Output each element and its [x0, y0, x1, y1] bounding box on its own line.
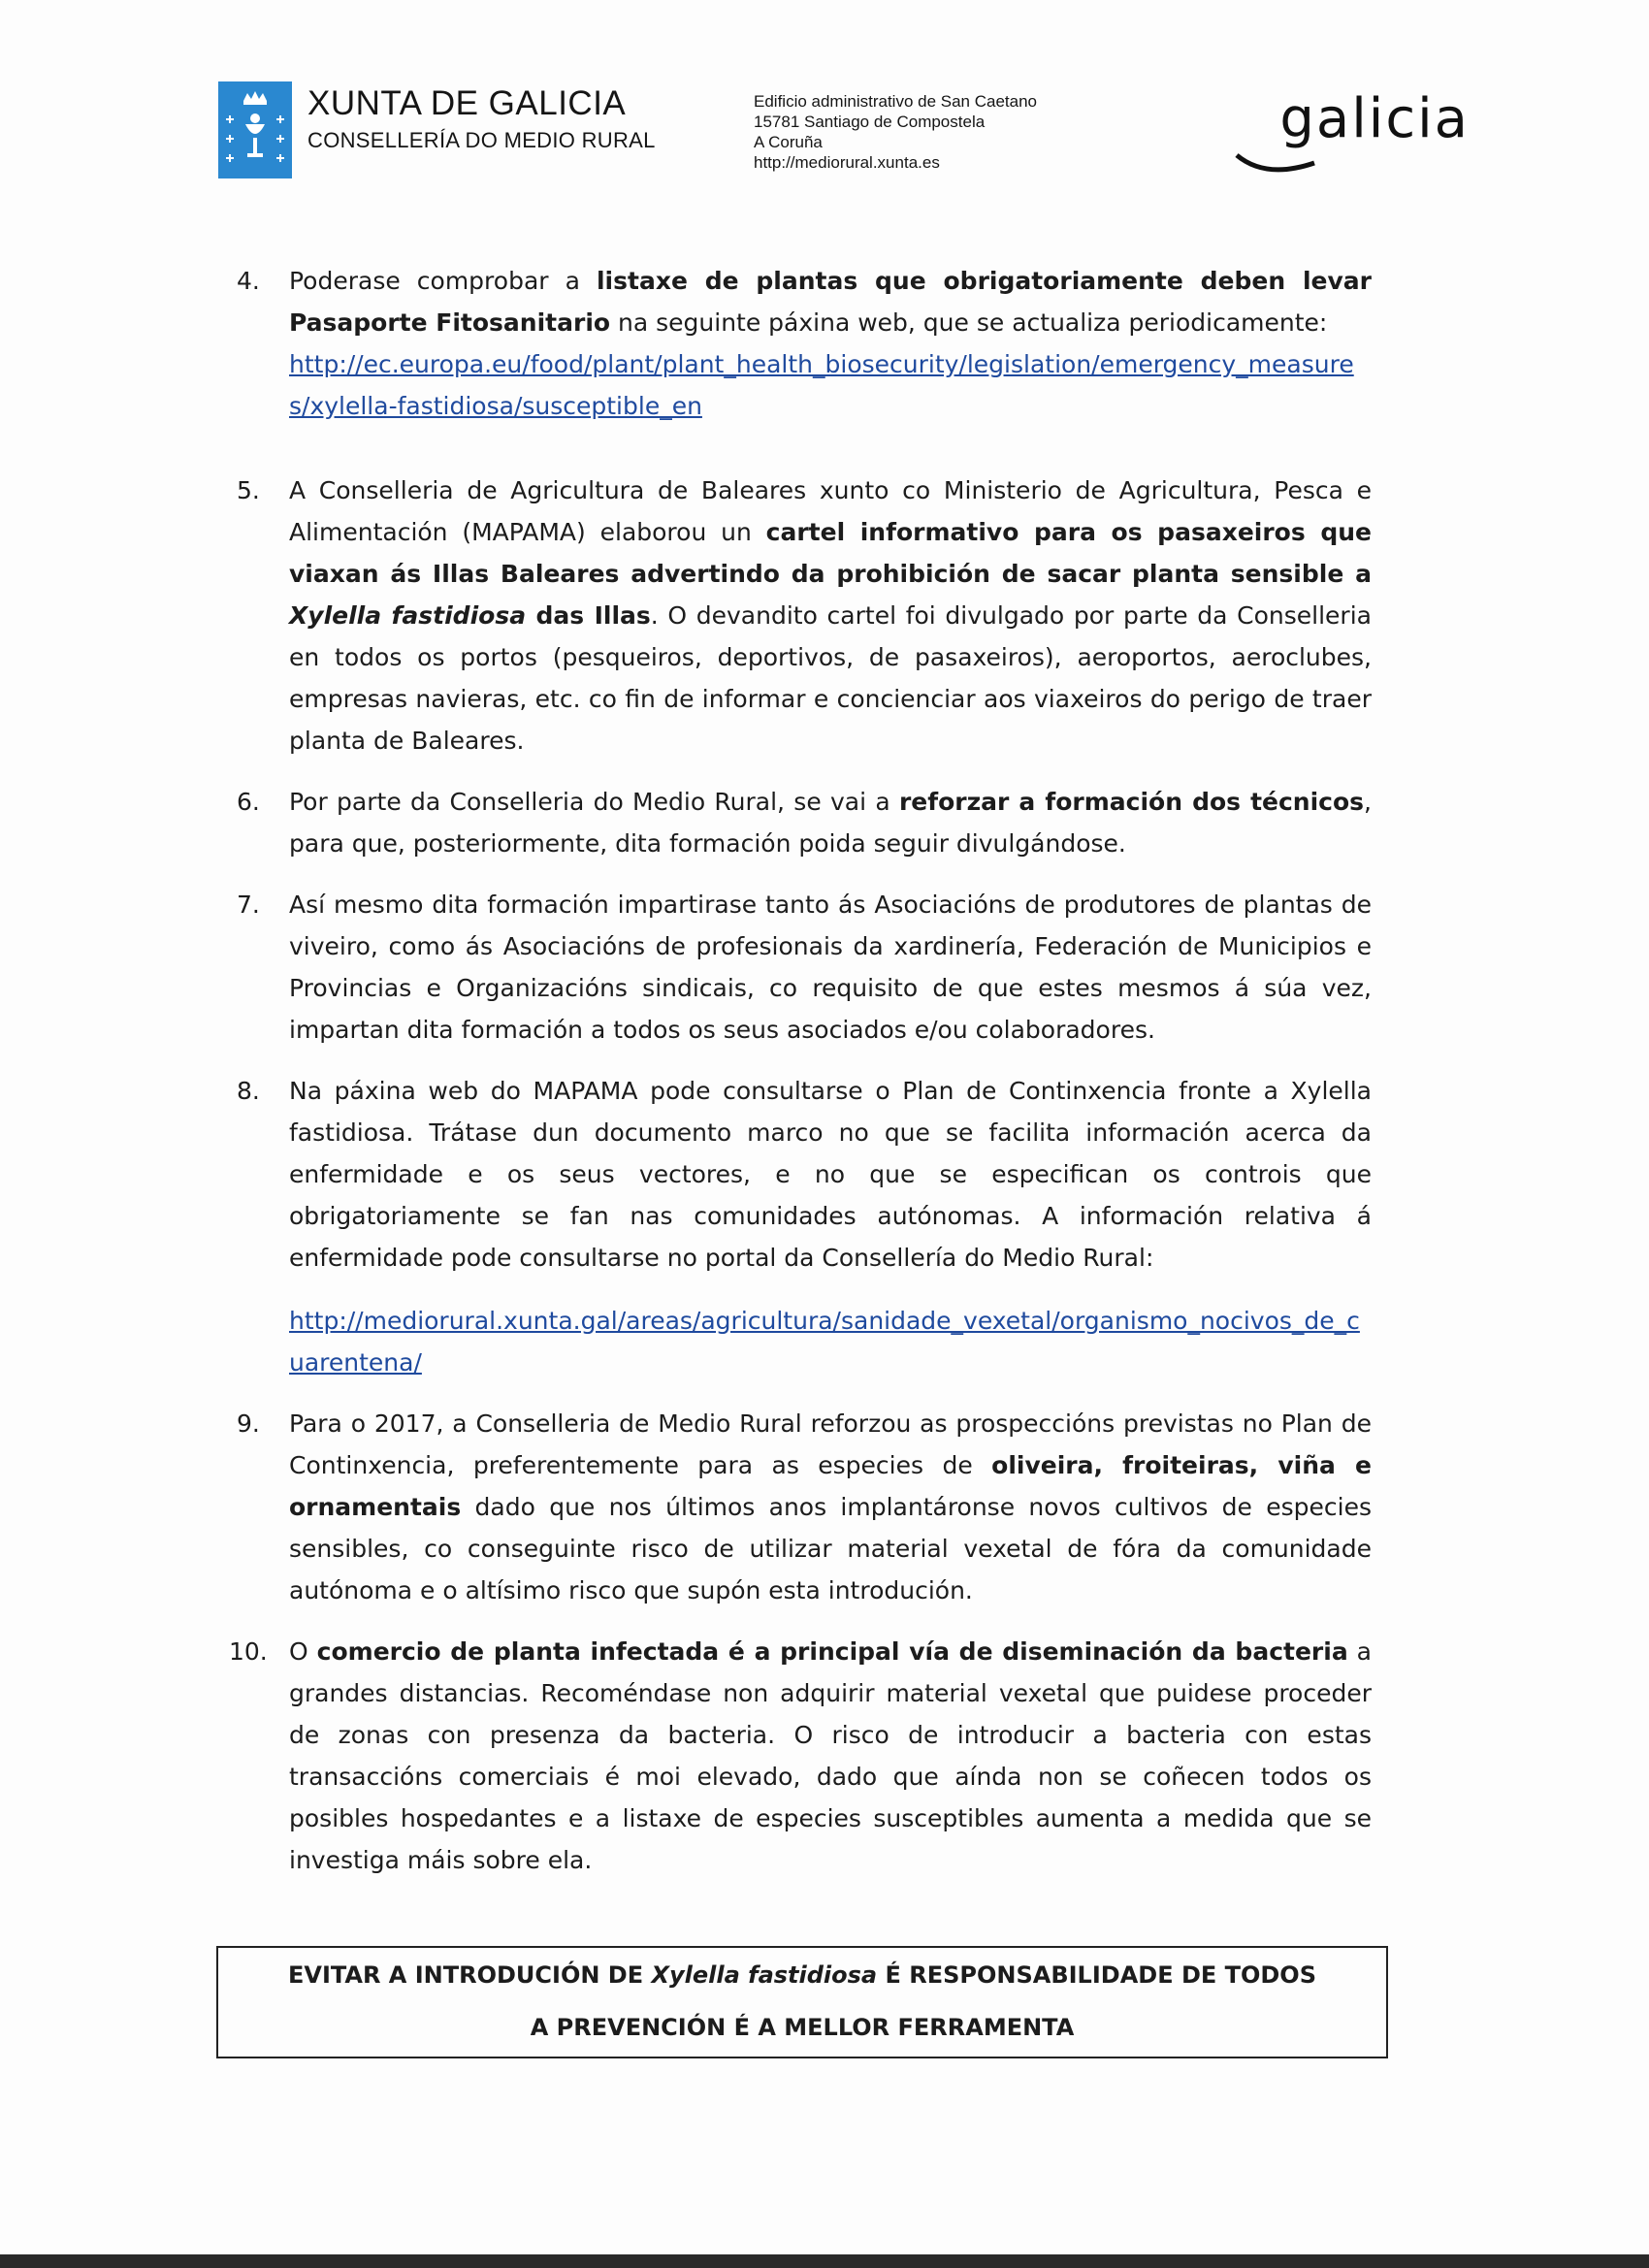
- numbered-list: [229, 260, 1373, 1900]
- scan-edge: [0, 2254, 1649, 2268]
- item-number: 10.: [229, 1637, 268, 1666]
- item-number: 5.: [237, 476, 260, 504]
- item-number: 8.: [237, 1077, 260, 1105]
- list-item: [237, 1070, 1372, 1383]
- org-name: XUNTA DE GALICIA: [307, 84, 627, 122]
- galicia-emblem-icon: [218, 81, 292, 178]
- list-item: [237, 1403, 1372, 1611]
- list-item: [237, 781, 1372, 864]
- item-text: Para o 2017, a Conselleria de Medio Rural reforzou as prospeccións previstas no Plan de Continxencia, preferentemente para as especies de oliveira, froiteiras, viña e ornamentais dado que nos últimos anos implantáronse novos cultivos de especies sensibles, co conseguinte risco de utilizar material vexetal de fóra da comunidade autónoma e o altísimo risco que supón esta introdución.: [289, 1409, 1373, 1604]
- item-number: 4.: [237, 267, 260, 295]
- item-number: 7.: [237, 891, 260, 919]
- warning-line-2: A PREVENCIÓN É A MELLOR FERRAMENTA: [530, 2014, 1075, 2041]
- item-number: 6.: [237, 788, 260, 816]
- item-text: Así mesmo dita formación impartirase tanto ás Asociacións de produtores de plantas de viveiro, como ás Asociacións de profesionais da xardinería, Federación de Municipios e Provincias e Organizacións sindicais, co requisito de que estes mesmos á súa vez, impartan dita formación a todos os seus asociados e/ou colaboradores.: [289, 891, 1372, 1044]
- item-number: 9.: [237, 1409, 260, 1438]
- letterhead: [218, 78, 1470, 194]
- quarantine-organisms-link[interactable]: http://mediorural.xunta.gal/areas/agricultura/sanidade_vexetal/organismo_nocivos_de_cuarentena/: [289, 1307, 1360, 1377]
- address-url: http://mediorural.xunta.es: [754, 153, 940, 172]
- warning-box: [216, 1946, 1388, 2058]
- list-item: [237, 470, 1372, 761]
- item-text: A Conselleria de Agricultura de Baleares xunto co Ministerio de Agricultura, Pesca e Alimentación (MAPAMA) elaborou un cartel informativo para os pasaxeiros que viaxan ás Illas Baleares advertindo da prohibición de sacar planta sensible a Xylella fastidiosa das Illas. O devandito cartel foi divulgado por parte da Conselleria en todos os portos (pesqueiros, deportivos, de pasaxeiros), aeroportos, aeroclubes, empresas navieras, etc. co fin de informar e concienciar aos viaxeiros do perigo de traer planta de Baleares.: [289, 476, 1372, 755]
- galicia-brand-logo: [1208, 87, 1470, 184]
- plant-list-link[interactable]: http://ec.europa.eu/food/plant/plant_health_biosecurity/legislation/emergency_measures/xylella-fastidiosa/susceptible_en: [289, 350, 1354, 420]
- address-line: A Coruña: [754, 133, 823, 151]
- brand-wordmark: galicia: [1279, 87, 1470, 150]
- item-text: Na páxina web do MAPAMA pode consultarse o Plan de Continxencia fronte a Xylella fastidiosa. Trátase dun documento marco no que se facilita información acerca da enfermidade e os seus vectores, e no que se especifican os controis que obrigatoriamente se fan nas comunidades autónomas. A información relativa á enfermidade pode consultarse no portal da Consellería do Medio Rural:: [289, 1077, 1372, 1272]
- list-item: [237, 260, 1372, 427]
- org-department: CONSELLERÍA DO MEDIO RURAL: [307, 128, 656, 152]
- list-item: [229, 1631, 1372, 1881]
- address-line: Edificio administrativo de San Caetano: [754, 92, 1037, 111]
- address-block: [754, 91, 1037, 173]
- address-line: 15781 Santiago de Compostela: [754, 113, 986, 131]
- brand-swoosh-icon: [1237, 155, 1314, 170]
- organization: [307, 85, 656, 153]
- item-text: Poderase comprobar a listaxe de plantas que obrigatoriamente deben levar Pasaporte Fitosanitario na seguinte páxina web, que se actualiza periodicamente:: [289, 267, 1372, 337]
- item-text: Por parte da Conselleria do Medio Rural, se vai a reforzar a formación dos técnicos, para que, posteriormente, dita formación poida seguir divulgándose.: [289, 788, 1372, 858]
- item-text: O comercio de planta infectada é a principal vía de diseminación da bacteria a grandes distancias. Recoméndase non adquirir material vexetal que puidese proceder de zonas con presenza da bacteria. O risco de introducir a bacteria con estas transaccións comerciais é moi elevado, dado que aínda non se coñecen todos os posibles hospedantes e a listaxe de especies susceptibles aumenta a medida que se investiga máis sobre ela.: [289, 1637, 1372, 1874]
- warning-line-1: EVITAR A INTRODUCIÓN DE Xylella fastidiosa É RESPONSABILIDADE DE TODOS: [287, 1961, 1316, 1989]
- list-item: [237, 884, 1372, 1051]
